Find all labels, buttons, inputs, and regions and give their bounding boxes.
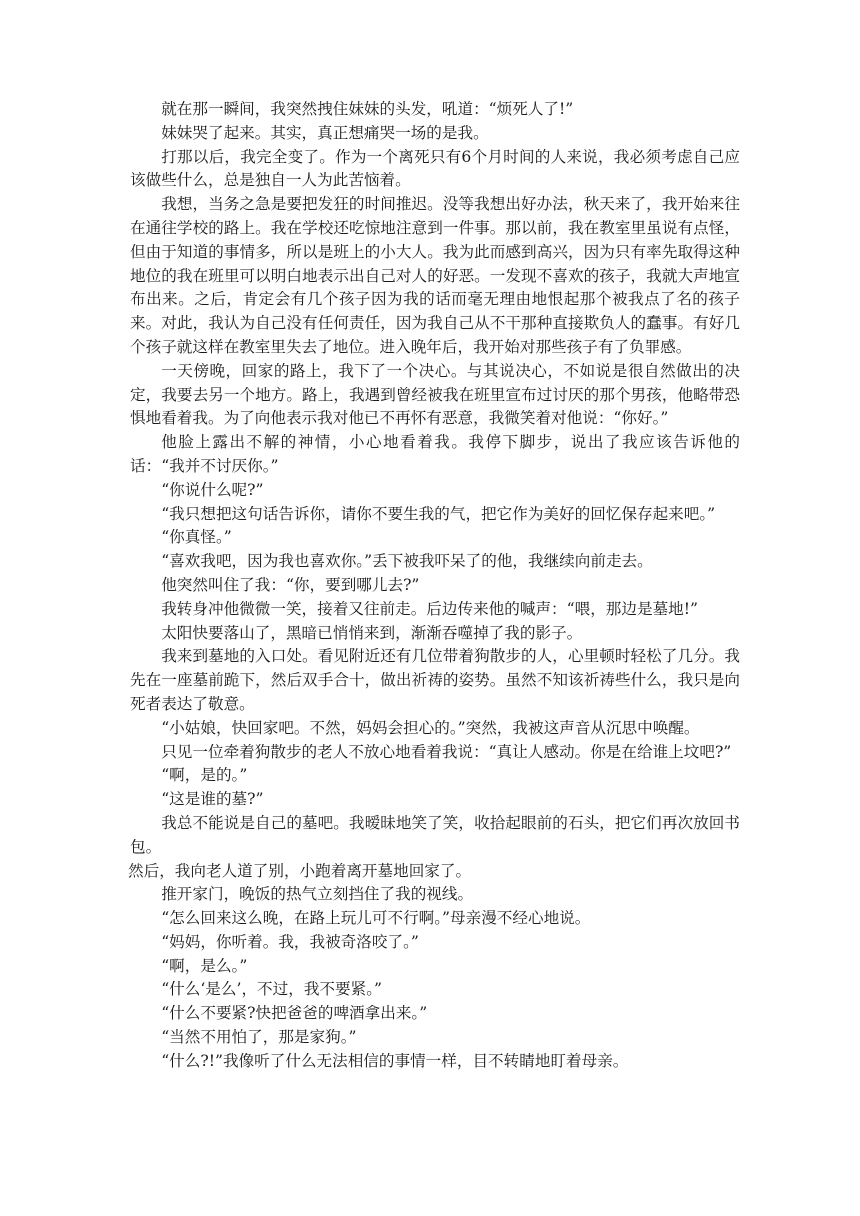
paragraph-17: “啊，是的。” — [161, 766, 248, 785]
paragraph-16: 只见一位牵着狗散步的老人不放心地看着我说：“真让人感动。你是在给谁上坟吧?” — [161, 742, 732, 761]
paragraph-28: “什么?!”我像听了什么无法相信的事情一样，目不转睛地盯着母亲。 — [161, 1051, 629, 1070]
paragraph-9: “你真怪。” — [161, 528, 232, 547]
paragraph-6: 他脸上露出不解的神情，小心地看着我。我停下脚步，说出了我应该告诉他的话：“我并不讨厌你。” — [130, 433, 740, 475]
paragraph-12: 我转身冲他微微一笑，接着又往前走。后边传来他的喊声：“喂，那边是墓地!” — [161, 599, 698, 618]
paragraph-1: 就在那一瞬间，我突然拽住妹妹的头发，吼道：“烦死人了!” — [161, 100, 574, 118]
paragraph-25: “什么‘是么’，不过，我不要紧。” — [161, 980, 382, 999]
paragraph-27: “当然不用怕了，那是家狗。” — [161, 1028, 357, 1047]
paragraph-4: 我想，当务之急是要把发狂的时间推迟。没等我想出好办法，秋天来了，我开始来往在通往学校的路上。我在学校还吃惊地注意到一件事。那以前，我在教室里虽说有点怪，但由于知道的事情多，所以是班上的小大人。我为此而感到高兴，因为只有率先取得这种地位的我在班里可以明白地表示出自己对人的好恶。一发现不喜欢的孩子，我就大声地宣布出来。之后，肯定会有几个孩子因为我的话而毫无理由地恨起那个被我点了名的孩子来。对此，我认为自己没有任何责任，因为我自己从不干那种直接欺负人的蠢事。有好几个孩子就这样在教室里失去了地位。进入晚年后，我开始对那些孩子有了负罪感。 — [130, 195, 740, 356]
paragraph-18: “这是谁的墓?” — [161, 790, 264, 809]
document-page — [130, 98, 740, 1074]
paragraph-21: 推开家门，晚饭的热气立刻挡住了我的视线。 — [161, 885, 474, 904]
paragraph-13: 太阳快要落山了，黑暗已悄悄来到，渐渐吞噬掉了我的影子。 — [161, 623, 583, 642]
paragraph-24: “啊，是么。” — [161, 956, 248, 975]
paragraph-8: “我只想把这句话告诉你，请你不要生我的气，把它作为美好的回忆保存起来吧。” — [161, 504, 716, 523]
paragraph-3: 打那以后，我完全变了。作为一个离死只有6个月时间的人来说，我必须考虑自己应该做些什么，总是独自一人为此苦恼着。 — [130, 147, 740, 190]
paragraph-5: 一天傍晚，回家的路上，我下了一个决心。与其说决心，不如说是很自然做出的决定，我要去另一个地方。路上，我遇到曾经被我在班里宣布过讨厌的那个男孩，他略带恐惧地看着我。为了向他表示我对他已不再怀有恶意，我微笑着对他说：“你好。” — [130, 361, 740, 428]
paragraph-2: 妹妹哭了起来。其实，真正想痛哭一场的是我。 — [161, 123, 489, 142]
paragraph-10: “喜欢我吧，因为我也喜欢你。”丢下被我吓呆了的他，我继续向前走去。 — [161, 552, 653, 571]
paragraph-26: “什么不要紧?快把爸爸的啤酒拿出来。” — [161, 1004, 428, 1023]
paragraph-23: “妈妈，你听着。我，我被奇洛咬了。” — [161, 932, 419, 951]
paragraph-14: 我来到墓地的入口处。看见附近还有几位带着狗散步的人，心里顿时轻松了几分。我先在一座墓前跪下，然后双手合十，做出祈祷的姿势。虽然不知该祈祷些什么，我只是向死者表达了敬意。 — [130, 647, 740, 713]
paragraph-20: 然后，我向老人道了别，小跑着离开墓地回家了。 — [128, 861, 472, 880]
paragraph-19: 我总不能说是自己的墓吧。我暧昧地笑了笑，收拾起眼前的石头，把它们再次放回书包。 — [130, 813, 740, 856]
paragraph-7: “你说什么呢?” — [161, 480, 264, 499]
paragraph-15: “小姑娘，快回家吧。不然，妈妈会担心的。”突然，我被这声音从沉思中唤醒。 — [161, 718, 700, 737]
paragraph-22: “怎么回来这么晚，在路上玩儿可不行啊。”母亲漫不经心地说。 — [161, 909, 591, 928]
paragraph-11: 他突然叫住了我：“你，要到哪儿去?” — [161, 575, 420, 594]
